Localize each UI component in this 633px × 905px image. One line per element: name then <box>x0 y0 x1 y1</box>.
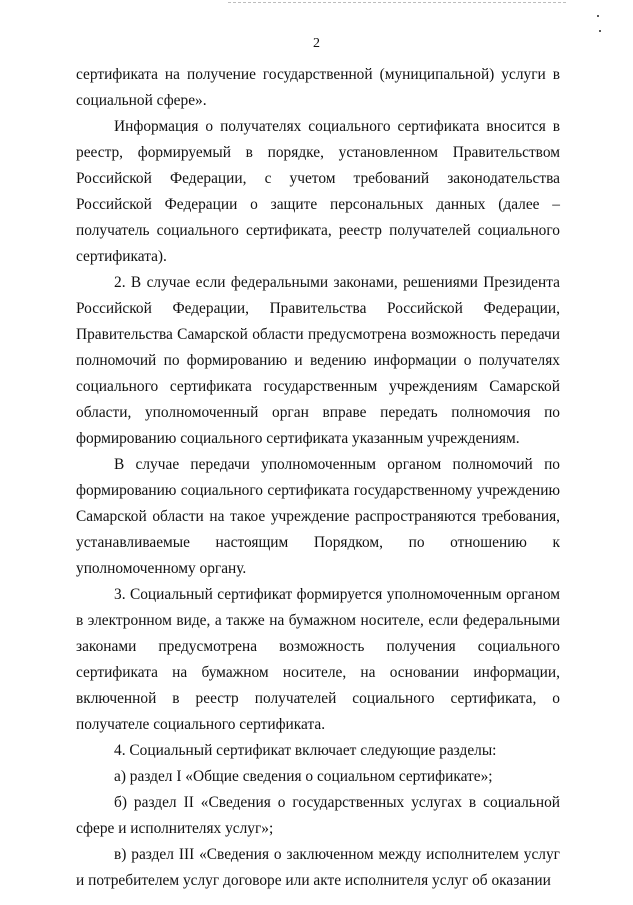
page-number: 2 <box>313 36 320 51</box>
scan-speck <box>597 15 599 17</box>
paragraph-recipients-info: Информация о получателях социального сертификата вносится в реестр, формируемый в порядке, установленном Правительством Российской Федерации, с учетом требований законодательства Российской Федерации о защите персональных данных (далее – получатель социального сертификата, реестр получателей социального сертификата). <box>76 118 560 265</box>
paragraph-item-3: 3. Социальный сертификат формируется уполномоченным органом в электронном виде, а также на бумажном носителе, если федеральными законами предусмотрена возможность получения социального сертификата на бумажном носителе, на основании информации, включенной в реестр получателей социального сертификата, о получателе социального сертификата. <box>76 586 560 733</box>
paragraph-item-2: 2. В случае если федеральными законами, решениями Президента Российской Федерации, Правительства Российской Федерации, Правительства Самарской области предусмотрена возможность передачи полномочий по формированию и ведению информации о получателях социального сертификата государственным учреждениям Самарской области, уполномоченный орган вправе передать полномочия по формированию социального сертификата указанным учреждениям. <box>76 274 560 447</box>
scan-speck <box>599 30 601 32</box>
paragraph-item-4a: а) раздел I «Общие сведения о социальном сертификате»; <box>114 768 493 785</box>
paragraph-item-4c: в) раздел III «Сведения о заключенном между исполнителем услуг и потребителем услуг договоре или акте исполнителя услуг об оказании <box>76 846 560 889</box>
paragraph-item-4: 4. Социальный сертификат включает следующие разделы: <box>114 742 497 759</box>
scan-top-edge <box>228 2 566 3</box>
body-text <box>76 62 560 894</box>
paragraph-item-4b: б) раздел II «Сведения о государственных услугах в социальной сфере и исполнителях услуг»; <box>76 794 560 837</box>
paragraph-delegation: В случае передачи уполномоченным органом полномочий по формированию социального сертификата государственному учреждению Самарской области на такое учреждение распространяются требования, устанавливаемые настоящим Порядком, по отношению к уполномоченному органу. <box>76 456 560 577</box>
paragraph-continuation: сертификата на получение государственной (муниципальной) услуги в социальной сфере». <box>76 66 560 109</box>
